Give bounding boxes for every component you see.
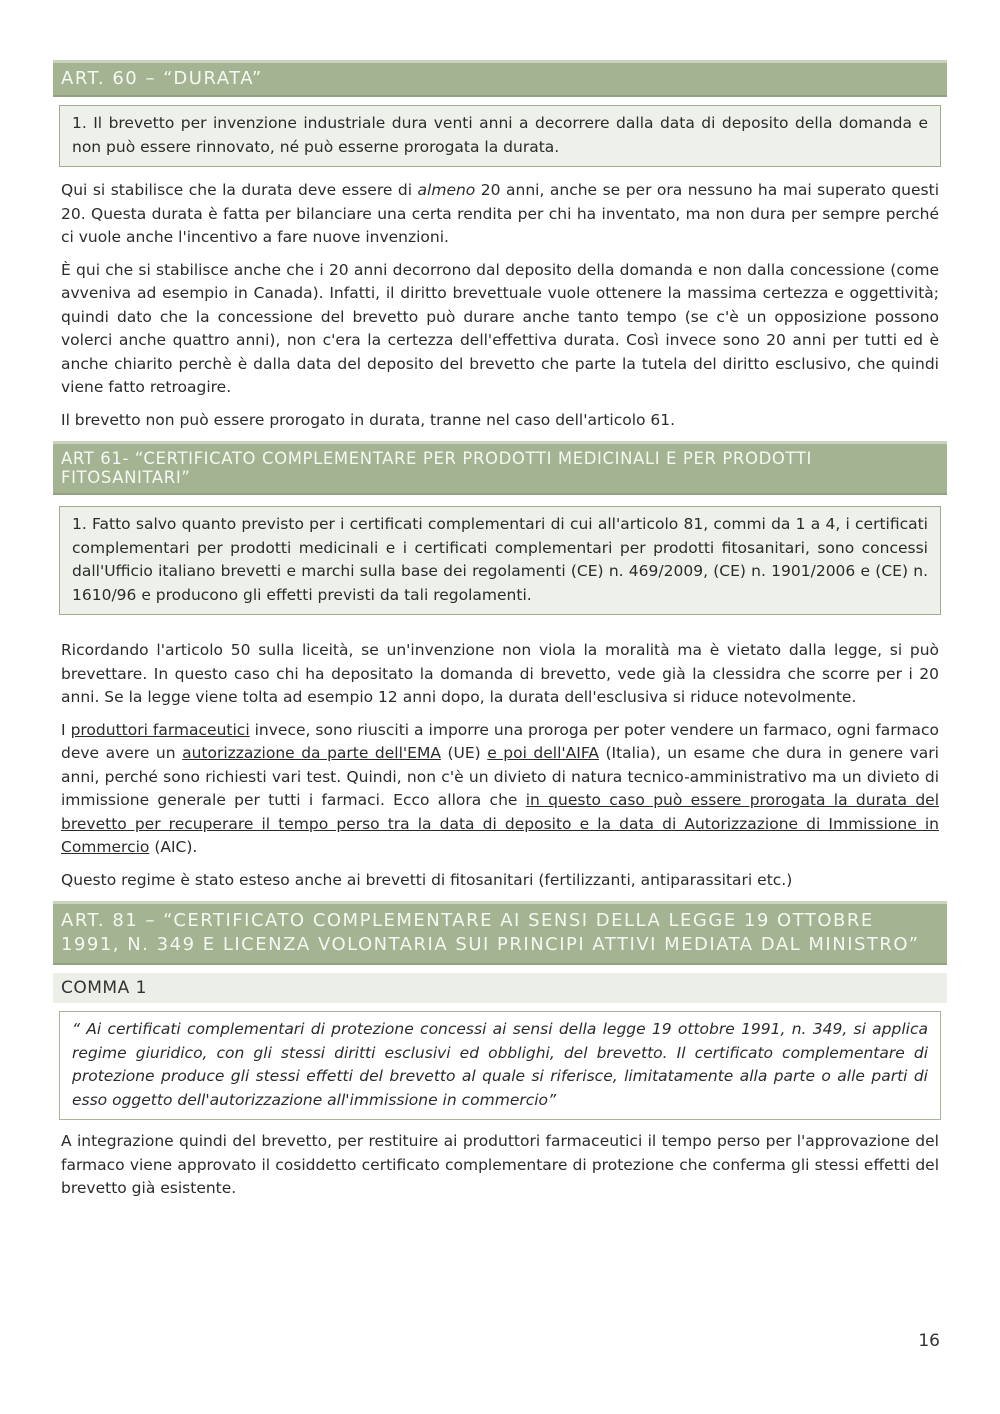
document-page [53, 60, 947, 1210]
art81-paragraph-1: A integrazione quindi del brevetto, per restituire ai produttori farmaceutici il tempo perso per l'approvazione del farmaco viene approvato il cosiddetto certificato complementare di protezione che conferma gli stessi effetti del brevetto già esistente. [61, 1132, 939, 1197]
art61-law-text: 1. Fatto salvo quanto previsto per i certificati complementari di cui all'articolo 81, commi da 1 a 4, i certificati complementari per prodotti medicinali e i certificati complementari per prodotti fitosanitari, sono concessi dall'Ufficio italiano brevetti e marchi sulla base dei regolamenti (CE) n. 469/2009, (CE) n. 1901/2006 e (CE) n. 1610/96 e producono gli effetti previsti da tali regolamenti. [59, 506, 941, 615]
art61-header: ART 61- “CERTIFICATO COMPLEMENTARE PER PRODOTTI MEDICINALI E PER PRODOTTI FITOSANITARI” [53, 441, 947, 495]
art60-paragraph-1: Qui si stabilisce che la durata deve essere di almeno 20 anni, anche se per ora nessuno ha mai superato questi 20. Questa durata è fatta per bilanciare una certa rendita per chi ha inventato, ma non dura per sempre perché ci vuole anche l'incentivo a fare nuove invenzioni. [61, 181, 939, 246]
art81-law-text: “ Ai certificati complementari di protezione concessi ai sensi della legge 19 ottobre 1991, n. 349, si applica regime giuridico, con gli stessi diritti esclusivi ed obblighi, del brevetto. Il certificato complementare di protezione produce gli stessi effetti del brevetto al quale si riferisce, limitatamente alla parte o alle parti di esso oggetto dell'autorizzazione all'immissione in commercio” [59, 1011, 941, 1120]
art81-header: ART. 81 – “CERTIFICATO COMPLEMENTARE AI SENSI DELLA LEGGE 19 OTTOBRE 1991, N. 349 E LICENZA VOLONTARIA SUI PRINCIPI ATTIVI MEDIATA DAL MINISTRO” [53, 901, 947, 965]
art61-paragraph-2: I produttori farmaceutici invece, sono riusciti a imporre una proroga per poter vendere un farmaco, ogni farmaco deve avere un autorizzazione da parte dell'EMA (UE) e poi dell'AIFA (Italia), un esame che dura in genere vari anni, perché sono richiesti vari test. Quindi, non c'è un divieto di natura tecnico-amministrativo ma un divieto di immissione generale per tutti i farmaci. Ecco allora che in questo caso può essere prorogata la durata del brevetto per recuperare il tempo perso tra la data di deposito e la data di Autorizzazione di Immissione in Commercio (AIC). [61, 720, 940, 856]
art61-paragraph-1: Ricordando l'articolo 50 sulla liceità, se un'invenzione non viola la moralità ma è vietato dalla legge, si può brevettare. In questo caso chi ha depositato la domanda di brevetto, vede già la clessidra che scorre per i 20 anni. Se la legge viene tolta ad esempio 12 anni dopo, la durata dell'esclusiva si riduce notevolmente. [61, 641, 939, 706]
art60-paragraph-2: È qui che si stabilisce anche che i 20 anni decorrono dal deposito della domanda e non dalla concessione (come avveniva ad esempio in Canada). Infatti, il diritto brevettuale vuole ottenere la massima certezza e oggettività; quindi dato che la concessione del brevetto può durare anche tanto tempo (se c'è un opposizione possono volerci anche quattro anni), non c'era la certezza dell'effettiva durata. Così invece sono 20 anni per tutti ed è anche chiarito perchè è dalla data del deposito del brevetto che parte la tutela del diritto esclusivo, che quindi viene fatto retroagire. [61, 260, 939, 396]
page-number: 16 [918, 1331, 940, 1351]
comma-1-header: COMMA 1 [53, 973, 947, 1003]
art61-paragraph-3: Questo regime è stato esteso anche ai brevetti di fitosanitari (fertilizzanti, antiparassitari etc.) [61, 870, 793, 889]
art60-header: ART. 60 – “DURATA” [53, 60, 947, 97]
art60-law-text: 1. Il brevetto per invenzione industriale dura venti anni a decorrere dalla data di deposito della domanda e non può essere rinnovato, né può esserne prorogata la durata. [59, 105, 941, 167]
art60-paragraph-3: Il brevetto non può essere prorogato in durata, tranne nel caso dell'articolo 61. [61, 410, 676, 429]
